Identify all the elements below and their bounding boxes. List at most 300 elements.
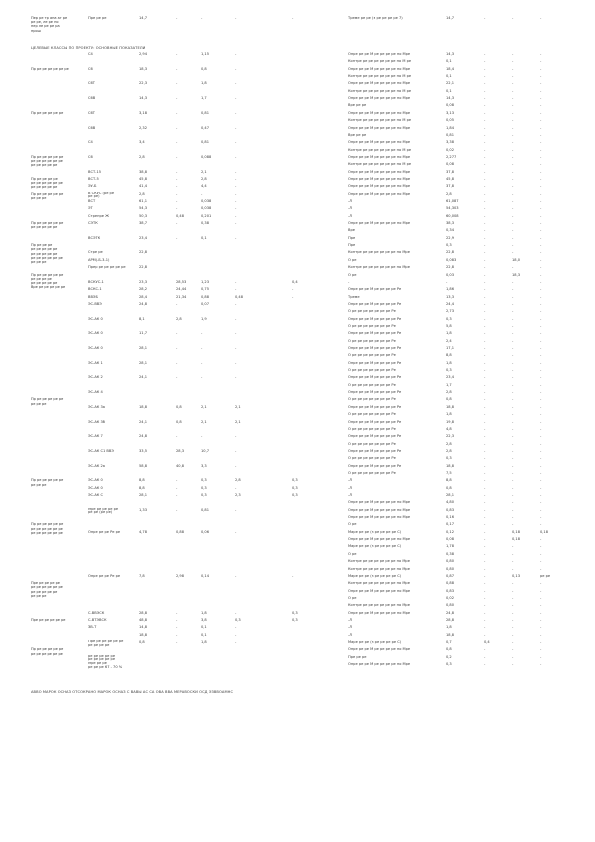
- cell-col-4: -: [235, 346, 237, 350]
- cell-col-8: -: [484, 191, 486, 196]
- cell-col-9: -: [512, 581, 514, 586]
- cell-col-7: 0,3: [446, 243, 452, 248]
- cell-col-0: Опре ре ре Ре ре: [88, 529, 121, 534]
- cell-col-4: -: [235, 81, 237, 86]
- cell-col-2: -: [176, 375, 178, 380]
- cell-col-7: 5,8: [446, 323, 452, 328]
- cell-col-9: -: [512, 265, 514, 270]
- cell-col-8: -: [484, 456, 486, 461]
- cell-col-8: -: [484, 169, 486, 174]
- cell-col-1: 50,3: [139, 213, 148, 218]
- cell-col-6: О ре ре ре ре ре ре ре Ре: [348, 470, 396, 475]
- cell-col-0: С6Т: [88, 110, 95, 115]
- cell-col-10: -: [540, 537, 542, 542]
- cell-col-6: Контре ре ре ре ре ре ре по М ре: [348, 74, 412, 79]
- cell-col-7: 14,3: [446, 96, 455, 101]
- cell-col-6: Опре ре ре М ре ре ре ре по Мре: [348, 125, 411, 130]
- group-label: Пр ре ре ре ре ре ре ре ре ре ре ре ре ре ре ре ре ре: [31, 522, 64, 535]
- cell-col-7: 37,8: [446, 184, 455, 189]
- cell-col-6: Опре ре ре М ре ре ре ре Ре: [348, 404, 402, 409]
- cell-col-7: 0,81: [446, 132, 455, 137]
- cell-col-10: -: [540, 647, 542, 652]
- cell-col-10: -: [540, 360, 542, 365]
- cell-col-8: -: [484, 448, 486, 453]
- cell-col-7: 0,38: [446, 551, 455, 556]
- cell-col-9: -: [512, 353, 514, 358]
- cell-col-8: -: [484, 610, 486, 615]
- cell-col-6: Контре ре ре ре ре ре ре по Мре: [348, 603, 410, 608]
- cell-col-10: -: [540, 206, 542, 211]
- cell-col-6: Пре: [348, 235, 356, 240]
- cell-col-1: 22,8: [139, 265, 148, 270]
- cell-col-8: -: [484, 544, 486, 549]
- cell-col-2: -: [176, 507, 178, 512]
- cell-col-6: О ре ре ре ре ре ре ре Ре: [348, 456, 396, 461]
- cell-col-3: 0,81: [201, 140, 210, 145]
- cell-col-9: -: [512, 88, 514, 93]
- cell-col-10: -: [540, 338, 542, 343]
- cell-col-1: 48,8: [139, 617, 148, 622]
- cell-col-7: 1,8: [446, 625, 452, 630]
- group-label: Пр ре ре ре ре ре ре ре ре ре ре ре ре ре ре ре: [31, 176, 63, 190]
- cell-col-2: 0,48: [176, 213, 185, 218]
- cell-col-7: 2,8: [446, 448, 452, 453]
- cell-col-4: -: [235, 301, 237, 306]
- cell-col-0: ЭС-АК 0: [88, 478, 103, 483]
- cell-col-3: 0,81: [201, 507, 210, 512]
- cell-col-6: Опре ре ре М ре ре ре ре Ре: [348, 463, 402, 468]
- cell-col-1: 18,3: [139, 66, 148, 71]
- cell-col-2: 28,3: [176, 448, 185, 453]
- cell-col-0: ВСТ-5: [88, 176, 99, 181]
- header-row: [0, 16, 595, 36]
- cell-col-2: 28,53: [176, 279, 187, 284]
- cell-col-10: -: [540, 441, 542, 446]
- cell-col-3: 0,81: [201, 110, 210, 115]
- cell-col-0: С6В: [88, 125, 96, 130]
- cell-col-9: -: [512, 368, 514, 373]
- cell-col-10: -: [540, 154, 542, 159]
- cell-col-6: Опре ре ре М ре ре ре ре Ре: [348, 448, 402, 453]
- cell-col-1: 14,3: [139, 96, 148, 101]
- cell-col-6: Опре ре ре М ре ре ре ре Ре: [348, 287, 402, 292]
- cell-col-10: -: [540, 456, 542, 461]
- cell-col-7: 19,8: [446, 419, 455, 424]
- cell-col-1: 22,3: [139, 81, 148, 86]
- cell-col-10: -: [540, 132, 542, 137]
- cell-col-6: О ре ре ре ре ре ре ре Ре: [348, 412, 396, 417]
- cell-col-6: Опре ре ре М ре ре ре ре Ре: [348, 331, 402, 336]
- cell-col-8: -: [484, 522, 486, 527]
- cell-col-1: 33,5: [139, 448, 148, 453]
- cell-col-10: -: [540, 390, 542, 395]
- cell-col-7: 0,7: [446, 640, 452, 644]
- cell-col-10: -: [540, 118, 542, 123]
- group-label: Пр ре ре ре ре ре ре ре ре ре ре ре ре ре ре Вре ре ре ре ре ре: [31, 272, 66, 290]
- cell-col-8: -: [484, 331, 486, 336]
- cell-col-6: Опре ре ре М ре ре ре ре Ре: [348, 390, 402, 395]
- cell-col-8: -: [484, 617, 486, 622]
- cell-col-8: -: [484, 184, 486, 189]
- cell-col-1: 61,1: [139, 199, 148, 203]
- cell-col-9: -: [512, 551, 514, 556]
- cell-col-9: -: [512, 595, 514, 600]
- cell-col-9: -: [512, 279, 514, 284]
- cell-col-0: ре ре ре ре ре ре ре ре ре ре: [88, 654, 116, 662]
- cell-col-8: 0,4: [484, 640, 490, 644]
- cell-col-3: -: [201, 434, 203, 439]
- cell-col-9: -: [512, 515, 514, 520]
- cell-col-9: -: [512, 419, 514, 424]
- cell-col-0: ЭС-АК 0: [88, 331, 103, 336]
- cell-col-6: Контре ре ре ре ре ре ре по М ре: [348, 88, 412, 93]
- cell-col-9: -: [512, 250, 514, 255]
- cell-col-8: -: [484, 647, 486, 652]
- cell-col-0: ВВЭБ: [88, 294, 98, 299]
- cell-col-8: -: [484, 360, 486, 365]
- cell-col-3: 0,3: [201, 485, 207, 490]
- cell-col-6: Опре ре ре М ре ре ре ре Ре: [348, 301, 402, 306]
- cell-col-7: 24,4: [446, 301, 455, 306]
- cell-col-1: 2,8: [139, 154, 145, 159]
- cell-col-10: -: [540, 412, 542, 417]
- cell-col-9: -: [512, 287, 514, 292]
- cell-col-4: -: [235, 206, 237, 211]
- cell-col-10: -: [540, 382, 542, 387]
- cell-col-4: -: [235, 221, 237, 226]
- cell-col-4: -: [235, 199, 237, 203]
- cell-col-8: -: [484, 338, 486, 343]
- cell-col-8: -: [484, 316, 486, 321]
- cell-col-0: ВСКС-1: [88, 287, 102, 292]
- cell-col-4: -: [235, 529, 237, 534]
- cell-col-7: 28,8: [446, 617, 455, 622]
- cell-col-4: -: [235, 154, 237, 159]
- cell-col-3: 0,201: [201, 213, 212, 218]
- cell-col-2: 0,8: [176, 404, 182, 409]
- cell-col-10: -: [540, 250, 542, 255]
- cell-col-9: -: [512, 103, 514, 108]
- cell-col-10: -: [540, 301, 542, 306]
- cell-col-7: 0,3: [446, 316, 452, 321]
- cell-col-2: -: [176, 184, 178, 189]
- cell-col-3: 1,8: [201, 81, 207, 86]
- cell-col-0: Мре ре ре ре ре ре 67 - 70 %: [88, 662, 123, 669]
- cell-col-7: 22,1: [446, 81, 455, 86]
- cell-col-0: В СКУС (ре ре ре ре): [88, 191, 115, 199]
- cell-col-4: 0,48: [235, 294, 244, 299]
- cell-col-0: ЗВ-Т: [88, 625, 97, 630]
- cell-col-1: 41,4: [139, 184, 148, 189]
- cell-col-3: 0,1: [201, 625, 207, 630]
- cell-col-7: 22,9: [446, 235, 455, 240]
- group-label: Пр ре ре ре ре ре ре ре ре: [31, 191, 64, 200]
- cell-col-1: 3,4: [139, 140, 145, 145]
- cell-col-0: С4: [88, 140, 93, 145]
- cell-col-9: -: [512, 463, 514, 468]
- cell-col-8: -: [484, 52, 486, 56]
- cell-col-10: -: [540, 507, 542, 512]
- cell-col-2: -: [176, 96, 178, 101]
- cell-col-4: -: [235, 640, 237, 644]
- cell-col-2: -: [176, 125, 178, 130]
- cell-col-7: 1,8: [446, 360, 452, 365]
- cell-col-4: -: [235, 448, 237, 453]
- cell-col-3: 0,038: [201, 199, 212, 203]
- cell-col-3: 0,088: [201, 154, 212, 159]
- cell-col-7: 0,87: [446, 573, 455, 578]
- cell-col-4: -: [235, 184, 237, 189]
- cell-col-10: -: [540, 316, 542, 321]
- cell-col-1: 18,8: [139, 404, 148, 409]
- cell-col-2: -: [176, 199, 178, 203]
- cell-col-1: 2,32: [139, 125, 148, 130]
- cell-col-10: -: [540, 353, 542, 358]
- cell-col-10: -: [540, 287, 542, 292]
- cell-col-9: -: [512, 74, 514, 79]
- group-label: Пре ре ре ре ре ре: [31, 617, 66, 622]
- cell-col-2: 2,8: [176, 316, 182, 321]
- cell-col-2: -: [176, 140, 178, 145]
- group-label: Пр ре ре ре ре ре ре ре ре ре ре ре ре ре ре ре ре ре ре ре ре ре ре: [31, 243, 63, 264]
- cell-col-10: -: [540, 257, 542, 262]
- cell-col-10: -: [540, 544, 542, 549]
- cell-col-10: -: [540, 632, 542, 637]
- cell-col-8: -: [484, 353, 486, 358]
- cell-col-8: -: [484, 154, 486, 159]
- cell-col-1: 28,8: [139, 610, 148, 615]
- section-title: ЦЕЛЕВЫЕ КЛАССЫ ПО ПРОЕКТУ: ОСНОВНЫЕ ПОКАЗАТЕЛИ: [31, 46, 146, 50]
- cell-col-10: -: [540, 617, 542, 622]
- cell-col-7: 18,4: [446, 66, 455, 71]
- cell-col-10: -: [540, 434, 542, 439]
- cell-col-7: 38,3: [446, 221, 455, 226]
- cell-col-9: -: [512, 434, 514, 439]
- cell-col-0: ЭУ-Б: [88, 184, 97, 189]
- cell-col-9: -: [512, 323, 514, 328]
- cell-col-0: ЭС-АК 2: [88, 375, 103, 380]
- cell-col-6: Опре ре ре М ре ре ре ре по Мре: [348, 140, 411, 145]
- cell-col-10: -: [540, 662, 542, 667]
- cell-col-7: 7,5: [446, 470, 452, 475]
- cell-col-6: Контре ре ре ре ре ре ре по М ре: [348, 147, 412, 152]
- cell-col-9: -: [512, 382, 514, 387]
- cell-col-4: 2,1: [235, 419, 241, 424]
- cell-col-4: -: [235, 434, 237, 439]
- cell-col-4: -: [235, 625, 237, 630]
- cell-col-9: -: [512, 360, 514, 365]
- cell-col-10: -: [540, 515, 542, 520]
- cell-col-0: ВСТ: [88, 199, 96, 203]
- cell-col-7: 0,80: [446, 566, 455, 571]
- cell-col-7: 17,1: [446, 346, 455, 350]
- cell-col-5: 0,3: [292, 617, 298, 622]
- cell-col-7: 0,80: [446, 603, 455, 608]
- cell-col-6: Контре ре ре ре ре ре ре по Мре: [348, 265, 410, 270]
- cell-col-0: ЭС-АК 2а: [88, 463, 105, 468]
- cell-col-9: -: [512, 191, 514, 196]
- cell-col-6: Маре ре ре (з ре ре ре ре С): [348, 573, 402, 578]
- cell-col-4: -: [235, 140, 237, 145]
- cell-col-10: -: [540, 346, 542, 350]
- cell-col-7: 3,38: [446, 140, 455, 145]
- cell-col-7: 0,88: [446, 581, 455, 586]
- cell-col-10: -: [540, 221, 542, 226]
- cell-col-10: -: [540, 625, 542, 630]
- group-label: Пр ре ре ре ре ре ре: [31, 66, 69, 71]
- cell-col-3: 3,3: [201, 463, 207, 468]
- cell-col-9: -: [512, 154, 514, 159]
- cell-col-9: -: [512, 617, 514, 622]
- cell-col-6: О ре: [348, 272, 357, 277]
- cell-col-8: -: [484, 88, 486, 93]
- cell-col-6: -Л: [348, 493, 352, 497]
- cell-col-8: -: [484, 404, 486, 409]
- cell-col-6: Опре ре ре М ре ре ре ре по Мре: [348, 515, 411, 520]
- cell-col-6: Маре ре ре (з ре ре ре ре С): [348, 640, 402, 644]
- cell-col-9: -: [512, 603, 514, 608]
- cell-col-8: -: [484, 426, 486, 431]
- cell-col-2: -: [176, 617, 178, 622]
- cell-col-7: 37,8: [446, 169, 455, 174]
- cell-col-7: -: [446, 279, 448, 284]
- cell-col-6: О ре ре ре ре ре ре ре Ре: [348, 368, 396, 373]
- cell-col-0: Мре ре ре ре ре ре ре (ре ре): [88, 507, 119, 515]
- cell-col-9: -: [512, 176, 514, 181]
- cell-col-4: -: [235, 213, 237, 218]
- cell-col-10: -: [540, 588, 542, 593]
- cell-col-7: 4,8: [446, 426, 452, 431]
- cell-col-9: -: [512, 243, 514, 248]
- cell-col-9: -: [512, 81, 514, 86]
- cell-col-4: 2,8: [235, 478, 241, 483]
- cell-col-2: -: [176, 66, 178, 71]
- cell-col-7: 0,1: [446, 59, 452, 64]
- cell-col-10: -: [540, 640, 542, 644]
- cell-col-2: -: [176, 434, 178, 439]
- cell-col-10: -: [540, 397, 542, 402]
- cell-col-4: -: [235, 125, 237, 130]
- cell-col-6: Вре ре ре: [348, 103, 367, 108]
- cell-col-8: -: [484, 419, 486, 424]
- cell-col-9: -: [512, 147, 514, 152]
- cell-col-7: 60,008: [446, 213, 459, 218]
- cell-col-1: 7,8: [139, 573, 145, 578]
- cell-col-3: 1,8: [201, 610, 207, 615]
- cell-col-8: -: [484, 493, 486, 497]
- cell-col-5: 0,3: [292, 485, 298, 490]
- cell-col-1: 38,7: [139, 221, 148, 226]
- cell-col-6: Опре ре ре М ре ре ре ре по Мре: [348, 588, 411, 593]
- cell-col-9: -: [512, 507, 514, 512]
- group-label: Пр ре ре ре ре ре: [31, 110, 64, 115]
- cell-col-2: -: [176, 360, 178, 365]
- cell-col-6: Опре ре ре М ре ре ре ре по Мре: [348, 507, 411, 512]
- cell-col-9: -: [512, 662, 514, 667]
- cell-col-8: -: [484, 500, 486, 505]
- cell-col-3: 0,038: [201, 206, 212, 211]
- cell-col-7: 0,1: [446, 88, 452, 93]
- cell-col-2: -: [176, 154, 178, 159]
- cell-col-7: 2,73: [446, 309, 455, 314]
- cell-col-10: -: [540, 213, 542, 218]
- cell-col-2: -: [176, 493, 178, 497]
- cell-col-8: -: [484, 323, 486, 328]
- cell-col-5: 0,4: [292, 279, 298, 284]
- cell-col-9: -: [512, 331, 514, 336]
- cell-col-2: -: [176, 110, 178, 115]
- cell-col-10: -: [540, 485, 542, 490]
- cell-col-4: -: [235, 573, 237, 578]
- cell-col-8: -: [484, 654, 486, 659]
- cell-col-6: -Л: [348, 625, 352, 630]
- cell-col-4: -: [235, 66, 237, 71]
- cell-col-9: -: [512, 544, 514, 549]
- cell-col-0: С6В: [88, 96, 96, 101]
- cell-col-3: 10,7: [201, 448, 210, 453]
- cell-col-6: Контре ре ре ре ре ре ре по Мре: [348, 581, 410, 586]
- cell-col-8: -: [484, 581, 486, 586]
- cell-col-1: 54,3: [139, 206, 148, 211]
- cell-col-9: -: [512, 346, 514, 350]
- cell-col-10: -: [540, 184, 542, 189]
- cell-col-2: -: [176, 640, 178, 644]
- cell-col-9: -: [512, 132, 514, 137]
- cell-col-8: -: [484, 66, 486, 71]
- cell-col-6: Опре ре ре М ре ре ре ре по Мре: [348, 610, 411, 615]
- cell-col-9: -: [512, 588, 514, 593]
- cell-col-2: -: [176, 331, 178, 336]
- cell-col-9: 0,18: [512, 537, 521, 542]
- cell-col-7: 54,303: [446, 206, 459, 211]
- cell-col-6: Треме ре ре (з ре ре ре ре 7): [348, 16, 403, 20]
- cell-col-6: Опре ре ре М ре ре ре ре по Мре: [348, 221, 411, 226]
- cell-col-1: 23,3: [139, 279, 148, 284]
- cell-col-7: 24,8: [446, 610, 455, 615]
- cell-col-6: Опре ре ре М ре ре ре ре по Мре: [348, 66, 411, 71]
- cell-col-1: 11,7: [139, 331, 148, 336]
- cell-col-9: -: [512, 632, 514, 637]
- cell-col-8: -: [484, 16, 486, 20]
- cell-col-0: ЭС-АК 0: [88, 346, 103, 350]
- cell-col-4: -: [235, 360, 237, 365]
- cell-col-6: Контре ре ре ре ре ре ре по Мре: [348, 566, 410, 571]
- cell-col-1: 14,8: [139, 625, 148, 630]
- cell-col-1: 8,8: [139, 485, 145, 490]
- cell-col-3: 1,8: [201, 640, 207, 644]
- cell-col-7: 0,17: [446, 522, 455, 527]
- cell-col-7: 18,8: [446, 632, 455, 637]
- cell-col-9: -: [512, 478, 514, 483]
- cell-col-0: Прер ре ре ре ре ре: [88, 265, 126, 270]
- cell-col-8: -: [484, 257, 486, 262]
- cell-col-6: Пре: [348, 243, 356, 248]
- cell-col-2: -: [176, 346, 178, 350]
- cell-col-3: 0,1: [201, 235, 207, 240]
- cell-col-6: О ре ре ре ре ре ре ре Ре: [348, 309, 396, 314]
- cell-col-4: -: [235, 110, 237, 115]
- cell-col-1: 14,7: [139, 16, 148, 20]
- cell-col-9: -: [512, 493, 514, 497]
- cell-col-6: О ре ре ре ре ре ре ре Ре: [348, 382, 396, 387]
- cell-col-10: -: [540, 331, 542, 336]
- cell-col-6: О ре ре ре ре ре ре ре Ре: [348, 338, 396, 343]
- cell-col-1: 24,1: [139, 375, 148, 380]
- cell-col-6: Контре ре ре ре ре ре ре по М ре: [348, 59, 412, 64]
- cell-col-8: -: [484, 441, 486, 446]
- cell-col-0: АРМ(-Б-3-1): [88, 257, 110, 262]
- cell-col-10: -: [540, 66, 542, 71]
